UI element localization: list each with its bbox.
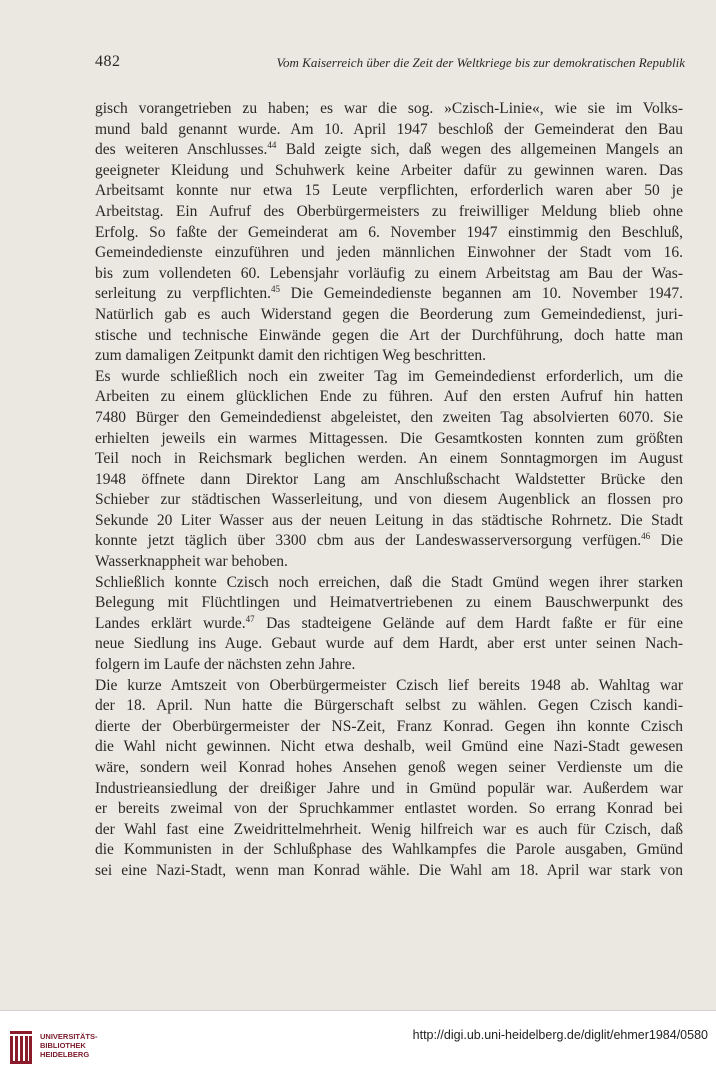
text-line-content: mund bald genannt wurde. Am 10. April 1947 beschloß der Gemeinderat den Bau <box>95 120 683 138</box>
running-title: Vom Kaiserreich über die Zeit der Weltkriege bis zur demokratischen Republik <box>276 55 685 70</box>
text-line <box>95 449 683 470</box>
page-number: 482 <box>95 53 121 70</box>
text-line <box>95 634 683 655</box>
text-line <box>95 202 683 223</box>
text-line <box>95 181 683 202</box>
text-line <box>95 387 683 408</box>
text-line-content: konnte jetzt täglich über 3300 cbm aus der Landeswasserversorgung verfügen. <box>95 532 642 550</box>
source-url-link[interactable]: http://digi.ub.uni-heidelberg.de/diglit/ehmer1984/0580 <box>412 1028 708 1042</box>
text-line-content: Erfolg. So faßte der Gemeinderat am 6. November 1947 einstimmig den Beschluß, <box>95 223 683 241</box>
text-line-content: Es wurde schließlich noch ein zweiter Tag im Gemeindedienst erforderlich, um die <box>95 367 683 385</box>
text-line <box>95 840 683 861</box>
text-line <box>95 717 683 738</box>
text-line-content: des weiteren Anschlusses. <box>95 141 268 159</box>
text-line-content: Landes erklärt wurde. <box>95 614 246 632</box>
text-line-content: Die Gemeindedienste begannen am 10. November 1947. <box>279 285 683 303</box>
text-line-content: Schieber zur städtischen Wasserleitung, und von diesem Augenblick an flossen pro <box>95 491 683 509</box>
text-line <box>95 820 683 841</box>
text-line-content: Wasserknappheit war behoben. <box>95 553 288 571</box>
text-line-content: serleitung zu verpflichten. <box>95 285 271 303</box>
text-line <box>95 552 683 573</box>
text-line <box>95 799 683 820</box>
text-line-content: die Kommunisten in der Schlußphase des Wahlkampfes die Parole ausgaben, Gmünd <box>95 841 683 859</box>
text-line <box>95 120 683 141</box>
text-line-content: gisch vorangetrieben zu haben; es war die sog. »Czisch-Linie«, wie sie im Volks- <box>95 100 683 117</box>
text-line <box>95 861 683 882</box>
text-line-content: Schließlich konnte Czisch noch erreichen, daß die Stadt Gmünd wegen ihrer starken <box>95 573 683 591</box>
text-line-content: sei eine Nazi-Stadt, wenn man Konrad wähle. Die Wahl am 18. April war stark von <box>95 861 683 879</box>
text-line <box>95 346 683 367</box>
footnote-marker: 44 <box>267 140 277 151</box>
library-name <box>40 1032 98 1059</box>
text-line <box>95 140 683 161</box>
text-line <box>95 367 683 388</box>
text-line <box>95 779 683 800</box>
footnote-marker: 45 <box>270 284 280 295</box>
text-line-content: wäre, sondern weil Konrad hohes Ansehen genoß wegen seiner Verdienste um die <box>95 759 683 776</box>
text-line-content: folgern im Laufe der nächsten zehn Jahre. <box>95 656 356 674</box>
text-line-content: Natürlich gab es auch Widerstand gegen die Beorderung zum Gemeindedienst, juri- <box>95 305 683 323</box>
text-line <box>95 531 683 552</box>
library-name-line: UNIVERSITÄTS- <box>40 1032 98 1041</box>
text-line <box>95 243 683 264</box>
text-line-content: 7480 Bürger den Gemeindedienst abgeleistet, den zweiten Tag absolvierten 6070. Sie <box>95 408 683 426</box>
footnote-marker: 47 <box>245 613 255 624</box>
text-line-content: Arbeitstag. Ein Aufruf des Oberbürgermeisters zu freiwilliger Meldung blieb ohne <box>95 202 683 220</box>
text-line <box>95 305 683 326</box>
text-line-content: Industrieansiedlung der dreißiger Jahre und in Gmünd populär war. Außerdem war <box>95 779 683 797</box>
text-line-content: der Wahl fast eine Zweidrittelmehrheit. Wenig hilfreich war es auch für Czisch, daß <box>95 820 683 838</box>
body-text <box>95 99 683 882</box>
text-line-content: bis zum vollendeten 60. Lebensjahr vorläufig zu einem Arbeitstag am Bau der Was- <box>95 264 683 282</box>
text-line-content: Die <box>650 532 683 550</box>
footnote-marker: 46 <box>641 531 651 542</box>
library-logo-icon <box>8 1029 34 1065</box>
text-line-content: Die kurze Amtszeit von Oberbürgermeister Czisch lief bereits 1948 ab. Wahltag war <box>95 676 683 694</box>
text-line <box>95 99 683 120</box>
text-line <box>95 429 683 450</box>
text-line-content: stische und technische Einwände gegen die Art der Durchführung, doch hatte man <box>95 326 683 344</box>
footer-bar <box>0 1010 716 1074</box>
text-line <box>95 470 683 491</box>
text-line <box>95 696 683 717</box>
text-line-content: Bald zeigte sich, daß wegen des allgemeinen Mangels an <box>276 141 683 159</box>
text-line <box>95 614 683 635</box>
page-header <box>95 53 685 73</box>
text-line-content: geeigneter Kleidung und Schuhwerk keine Arbeiter dafür zu gewinnen waren. Das <box>95 161 683 179</box>
text-line-content: erhielten jeweils ein warmes Mittagessen. Die Gesamtkosten konnten zum größten <box>95 429 683 447</box>
text-line <box>95 593 683 614</box>
text-line-content: zum damaligen Zeitpunkt damit den richtigen Weg beschritten. <box>95 347 487 365</box>
text-line-content: die Wahl nicht gewinnen. Nicht etwa deshalb, weil Gmünd eine Nazi-Stadt gewesen <box>95 738 683 756</box>
text-line <box>95 264 683 285</box>
text-line <box>95 737 683 758</box>
text-line-content: neue Siedlung ins Auge. Gebaut wurde auf dem Hardt, aber erst unter seinen Nach- <box>95 635 683 653</box>
text-line-content: Das stadteigene Gelände auf dem Hardt faßte er für eine <box>254 614 683 632</box>
text-line <box>95 573 683 594</box>
text-line <box>95 284 683 305</box>
text-line-content: der 18. April. Nun hatte die Bürgerschaft selbst zu wählen. Gegen Czisch kandi- <box>95 697 683 715</box>
text-line-content: Gemeindedienste einzuführen und jeden männlichen Einwohner der Stadt vom 16. <box>95 244 683 262</box>
text-line-content: dierte der Oberbürgermeister der NS-Zeit, Franz Konrad. Gegen ihn konnte Czisch <box>95 717 683 735</box>
text-line-content: Sekunde 20 Liter Wasser aus der neuen Leitung in das städtische Rohrnetz. Die Stadt <box>95 511 683 529</box>
text-line <box>95 326 683 347</box>
text-line <box>95 161 683 182</box>
library-name-line: HEIDELBERG <box>40 1050 90 1059</box>
text-line <box>95 223 683 244</box>
text-line-content: 1948 öffnete dann Direktor Lang am Anschlußschacht Waldstetter Brücke den <box>95 470 683 488</box>
text-line-content: er bereits zweimal von der Spruchkammer entlastet worden. So errang Konrad bei <box>95 800 683 818</box>
text-line <box>95 758 683 779</box>
text-line-content: Arbeitsamt konnte nur etwa 15 Leute verpflichten, erforderlich waren aber 50 je <box>95 182 683 200</box>
text-line <box>95 511 683 532</box>
text-line <box>95 408 683 429</box>
library-name-line: BIBLIOTHEK <box>40 1041 86 1050</box>
text-line-content: Teil noch in Reichsmark beglichen werden. An einem Sonntagmorgen im August <box>95 450 683 468</box>
text-line <box>95 655 683 676</box>
text-line <box>95 676 683 697</box>
text-line-content: Belegung mit Flüchtlingen und Heimatvertriebenen zu einem Bauschwerpunkt des <box>95 594 683 612</box>
text-line-content: Arbeiten zu einem glücklichen Ende zu führen. Auf den ersten Aufruf hin hatten <box>95 388 683 406</box>
text-line <box>95 490 683 511</box>
